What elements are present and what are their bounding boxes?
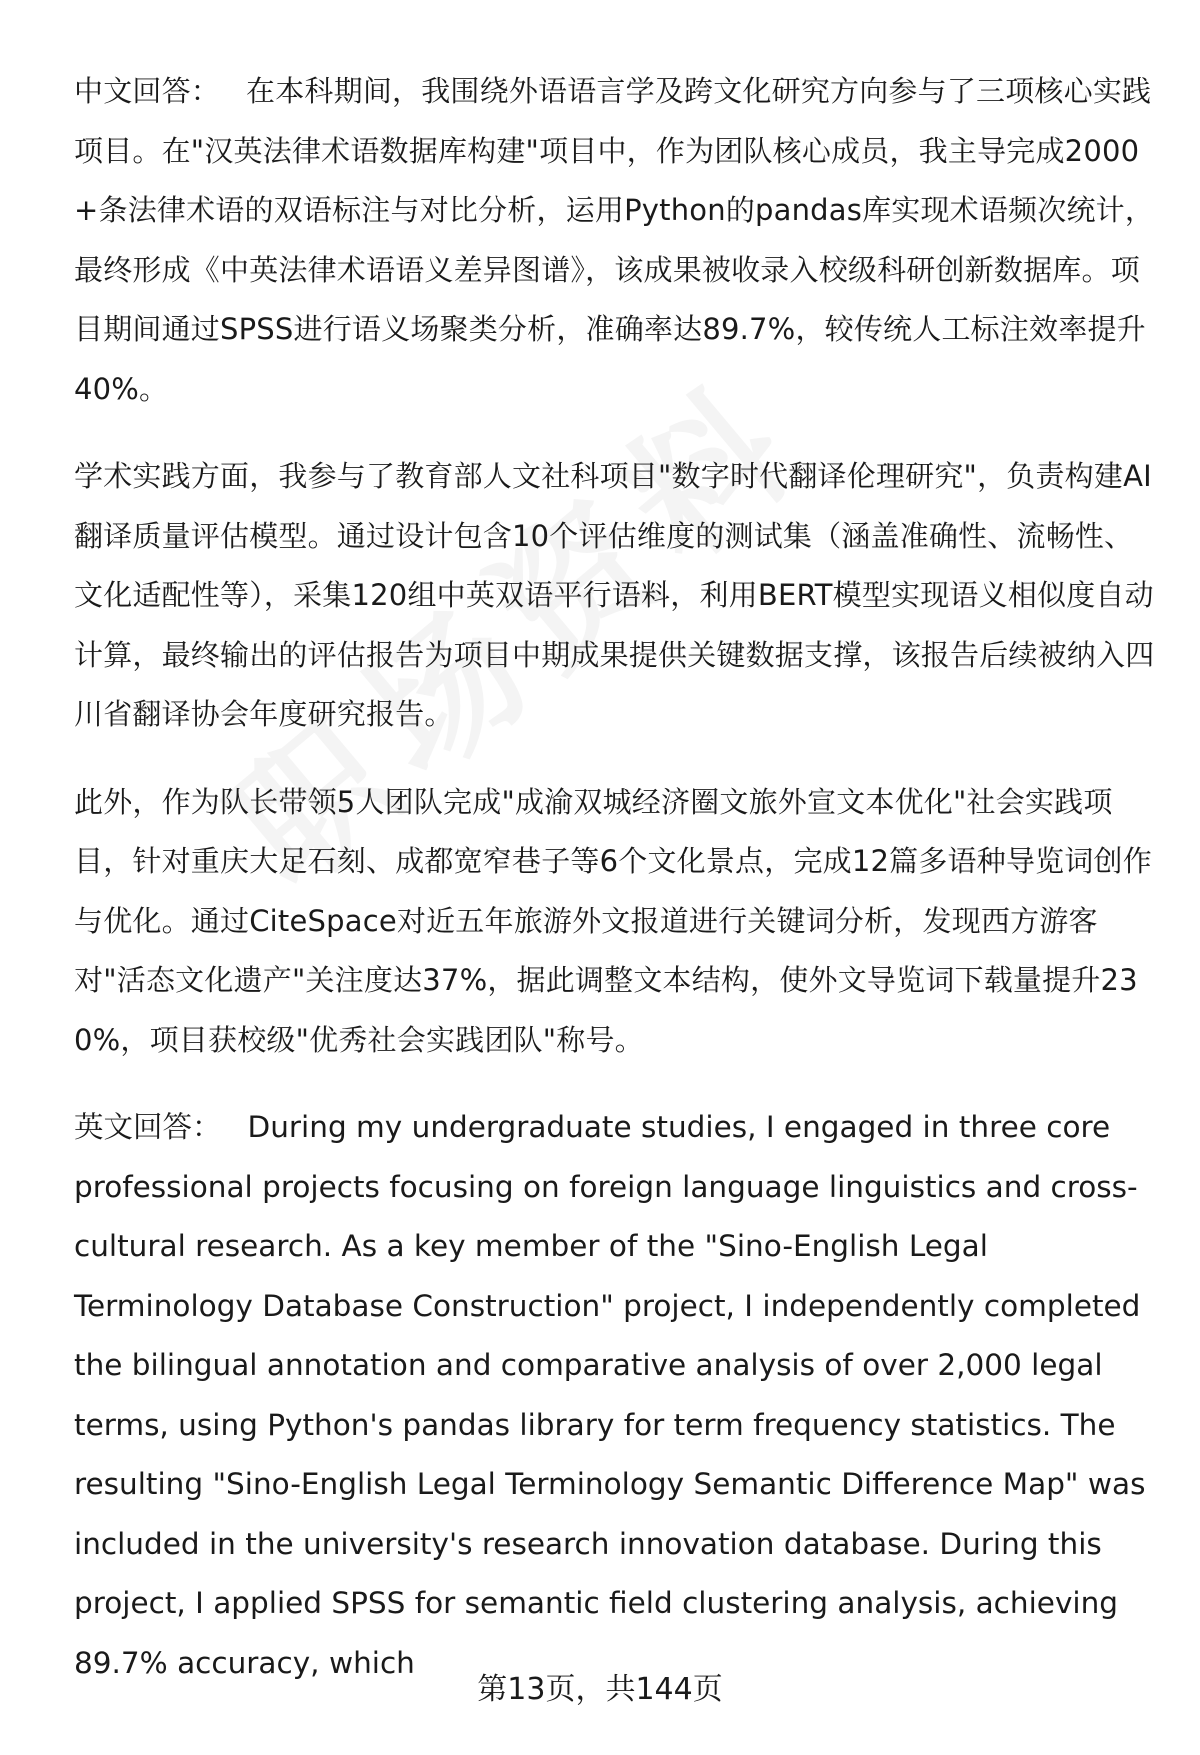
document-body [74,62,1156,1693]
paragraph-text: During my undergraduate studies, I engaged in three core professional projects focusing on foreign language linguistics and cross-cultural research. As a key member of the "Sino-English Legal Terminology Database Construction" project, I independently completed the bilingual annotation and comparative analysis of over 2,000 legal terms, using Python's pandas library for term frequency statistics. The resulting "Sino-English Legal Terminology Semantic Difference Map" was included in the university's research innovation database. During this project, I applied SPSS for semantic field clustering analysis, achieving 89.7% accuracy, which [74,1110,1146,1680]
answer-label-english: 英文回答： [74,1110,222,1144]
paragraph-social-practice [74,773,1156,1071]
paragraph-english-answer [74,1098,1156,1693]
paragraph-text: 在本科期间，我围绕外语语言学及跨文化研究方向参与了三项核心实践项目。在"汉英法律术语数据库构建"项目中，作为团队核心成员，我主导完成2000+条法律术语的双语标注与对比分析，运用Python的pandas库实现术语频次统计，最终形成《中英法律术语语义差异图谱》，该成果被收录入校级科研创新数据库。项目期间通过SPSS进行语义场聚类分析，准确率达89.7%，较传统人工标注效率提升40%。 [74,74,1155,406]
page-number: 第13页，共144页 [477,1672,723,1707]
paragraph-academic-practice [74,447,1156,745]
paragraph-chinese-answer [74,62,1156,419]
paragraph-text: 此外，作为队长带领5人团队完成"成渝双城经济圈文旅外宣文本优化"社会实践项目，针对重庆大足石刻、成都宽窄巷子等6个文化景点，完成12篇多语种导览词创作与优化。通过CiteSpace对近五年旅游外文报道进行关键词分析，发现西方游客对"活态文化遗产"关注度达37%，据此调整文本结构，使外文导览词下载量提升230%，项目获校级"优秀社会实践团队"称号。 [74,784,1152,1057]
paragraph-text: 学术实践方面，我参与了教育部人文社科项目"数字时代翻译伦理研究"，负责构建AI翻译质量评估模型。通过设计包含10个评估维度的测试集（涵盖准确性、流畅性、文化适配性等），采集120组中英双语平行语料，利用BERT模型实现语义相似度自动计算，最终输出的评估报告为项目中期成果提供关键数据支撑，该报告后续被纳入四川省翻译协会年度研究报告。 [74,459,1155,731]
answer-label-chinese: 中文回答： [74,74,221,108]
